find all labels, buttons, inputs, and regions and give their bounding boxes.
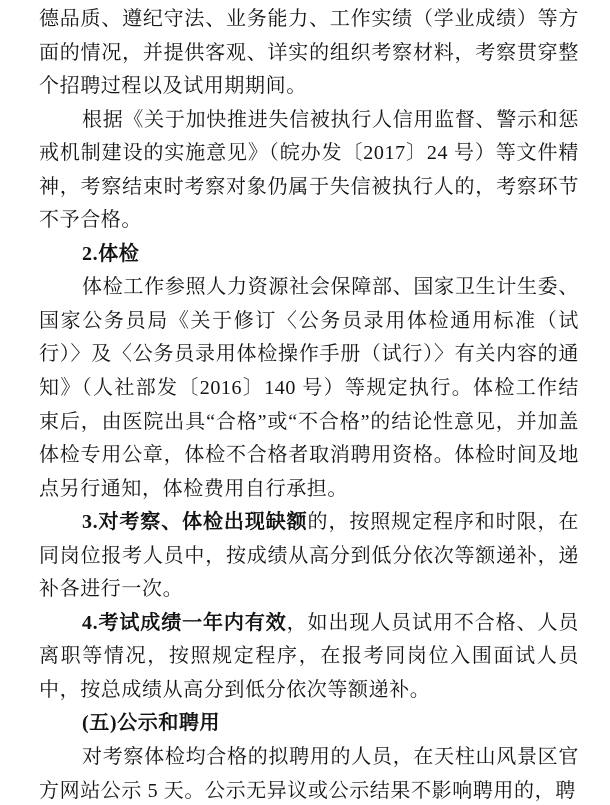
text-run: ，如出现人员试用不合格、人员离职等情况，按照规定程序，在报考同岗位入围面试人员中，按总成绩从高分到低分依次等额递补。	[39, 611, 579, 701]
text-run: 德品质、遵纪守法、业务能力、工作实绩（学业成绩）等方面的情况，并提供客观、详实的组织考察材料，考察贯穿整个招聘过程以及试用期期间。	[39, 8, 579, 98]
paragraph	[39, 238, 579, 272]
bold-text-run: 3.对考察、体检出现缺额	[82, 511, 308, 534]
bold-text-run: 4.考试成绩一年内有效	[82, 611, 287, 634]
paragraph	[39, 3, 579, 104]
text-run: 对考察体检均合格的拟聘用的人员，在天柱山风景区官方网站公示 5 天。公示无异议或公示结果不影响聘用的，聘	[39, 746, 579, 802]
text-run: 根据《关于加快推进失信被执行人信用监督、警示和惩戒机制建设的实施意见》（皖办发〔2017〕24 号）等文件精神，考察结束时考察对象仍属于失信被执行人的，考察环节不予合格。	[39, 108, 579, 232]
bold-text-run: 2.体检	[82, 242, 140, 265]
paragraph	[39, 506, 579, 607]
text-run: 体检工作参照人力资源社会保障部、国家卫生计生委、国家公务员局《关于修订〈公务员录用体检通用标准（试行）〉及〈公务员录用体检操作手册（试行）〉有关内容的通知》（人社部发〔2016〕140 号）等规定执行。体检工作结束后，由医院出具“合格”或“不合格”的结论性意见，并加盖体检专用公章，体检不合格者取消聘用资格。体检时间及地点另行通知，体检费用自行承担。	[39, 276, 579, 500]
paragraph	[39, 707, 579, 741]
text-run: 的，按照规定程序和时限，在同岗位报考人员中，按成绩从高分到低分依次等额递补，递补各进行一次。	[39, 511, 579, 601]
paragraph	[39, 741, 579, 805]
paragraph	[39, 607, 579, 708]
paragraph	[39, 104, 579, 238]
paragraph	[39, 271, 579, 506]
bold-text-run: (五)公示和聘用	[82, 712, 221, 735]
